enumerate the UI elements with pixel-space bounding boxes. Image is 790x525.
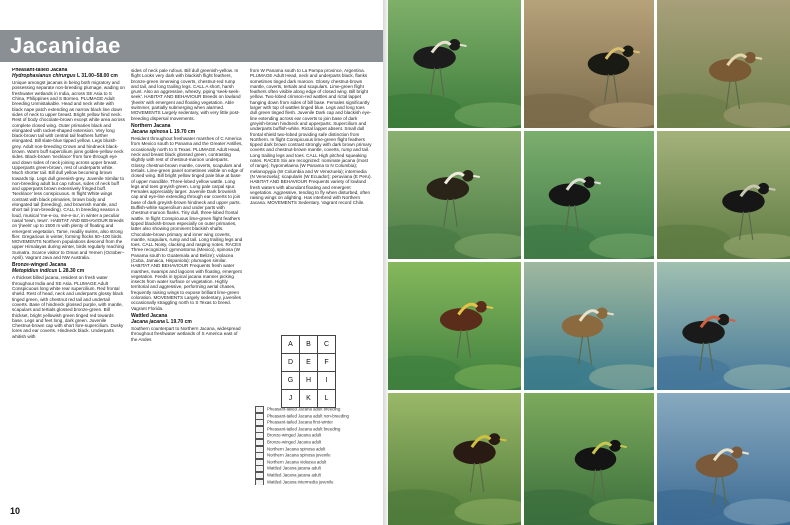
plate-key-cell: F	[318, 354, 336, 372]
plate-key-cell: J	[282, 390, 300, 408]
species-size: L 28.30 cm	[57, 267, 85, 274]
bird-photo-icon	[657, 393, 790, 525]
bird-photo-icon	[388, 0, 521, 128]
species-size: L 19.70 cm	[168, 128, 196, 135]
species-scientific-name	[131, 130, 244, 136]
species-size: L 31.00–58.00 cm	[75, 72, 118, 79]
legend-swatch-icon	[255, 472, 264, 479]
bird-photo-icon	[657, 0, 790, 128]
legend-item	[255, 459, 375, 466]
species-description: A thickset billed jacana, resident on fresh water throughout India and SE Asia. PLUMAGE Adult Conspicuous long white rear supercilium. Red frontal shield. Rest of head, neck and underparts glossy black tinged green, with chestnut red tail and undertail coverts. Base of hindneck glossed purple, with mantle, scapulars and tertials glossed bronze-green. Bill thickset, bright yellowish green tinged red towards base. Legs and feet long, dark green. Juvenile Chestnut-brown cap with short fore-supercilium. Dusky lores and ear coverts. Hindneck black. Underparts whitish with	[12, 275, 124, 339]
plate-key-cell: G	[282, 372, 300, 390]
bird-photo-icon	[657, 262, 790, 390]
legend-swatch-icon	[255, 419, 264, 426]
plate-key-row	[282, 336, 336, 354]
species-entry	[131, 68, 244, 121]
jacana-photo	[388, 262, 521, 390]
jacana-photo	[524, 393, 654, 525]
legend-item	[255, 472, 375, 479]
species-name: Wattled Jacana	[131, 312, 168, 319]
left-page	[0, 0, 383, 525]
legend-label: Pheasant-tailed Jacana adult breeding	[267, 426, 341, 432]
plate-key-row	[282, 390, 336, 408]
bird-photo-icon	[657, 131, 790, 259]
species-description: sides of neck pale rufous. Bill dull greenish-yellow. In flight Looks very dark with blackish flight feathers, bronze-green innerwing coverts, chestnut-red rump and tail, and long trailing legs. CALL A short, harsh grunt. Also an aggressive, wheezy, piping 'seek-seek-seek'. HABITAT AND BEHAVIOUR Breeds on lowland 'jheels' with emergent and floating vegetation. Able swimmer, partially submerging when alarmed. MOVEMENTS Largely sedentary, with very little post-breeding dispersal movements.	[131, 68, 241, 121]
bird-photo-icon	[388, 131, 521, 259]
plate-key-cell: L	[318, 390, 336, 408]
legend-label: Bronze-winged Jacana adult	[267, 439, 322, 445]
species-entry	[250, 68, 372, 206]
species-scientific-name	[131, 320, 244, 326]
plate-key-row	[282, 354, 336, 372]
species-description: from W Panama south to La Pampa province, Argentina. PLUMAGE Adult Head, neck and underparts black, flanks sometimes tinged dark maroon. Glossy chestnut-brown mantle, coverts, tertials and scapulars. Lime-green flight feathers often visible along edge of closed wing. Bill bright yellow. Two-lobed crimson-red wattles and rictal lappet hanging down from sides of bill base. Females significantly larger with top of wattles tinged blue. Legs and long toes dull green tinged flesh. Juvenile Dark cap and blackish eye-line extending across ear coverts to join base of dark greyish-brown hindneck and upperparts. Supercilium and underparts buffish-white. Rictal lappet absent. Small dull frontal shield two-lobed providing safe distinction from Northern. In flight Conspicuous lime-green flight feathers tipped dark brown contrast strongly with dark brown primary coverts and chestnut-brown mantle, coverts, rump and tail. Long trailing legs and toes. CALL High pitched squeaking notes. RACES Six are recognized: nominate jacana (most of range); hypomelaena (W Panama to N Columbia); melanopygia (W Columbia and W Venezuela); intermedia (N Venezuela); scapularis (W Ecuador); peruviana (E Peru). HABITAT AND BEHAVIOUR Frequents variety of lowland fresh waters with abundant floating and emergent vegetation. Aggressive, tending to fly when disturbed, often raising wings on alighting. Has interbred with Northern Jacana. MOVEMENTS Sedentary. Vagrant record Chile.	[250, 68, 372, 206]
species-description: Southern counterpart to Northern Jacana, widespread throughout freshwater wetlands of S America east of the Andes	[131, 326, 241, 342]
bird-photo-icon	[388, 393, 521, 525]
bird-photo-icon	[388, 262, 521, 390]
jacana-photo	[388, 131, 521, 259]
jacana-photo	[388, 0, 521, 128]
jacana-photo	[657, 393, 790, 525]
family-title: Jacanidae	[10, 33, 121, 58]
jacana-photo	[524, 131, 654, 259]
species-entry	[131, 314, 244, 342]
family-header-bar	[0, 30, 383, 62]
legend-item	[255, 406, 375, 413]
species-size: L 19.70 cm	[164, 318, 192, 325]
scientific-name: Jacana spinosa	[131, 128, 169, 135]
legend-item	[255, 446, 375, 453]
legend-label: Wattled Jacana jacana adult	[267, 472, 321, 478]
species-entry	[131, 124, 244, 311]
legend-label: Northern Jacana violacea adult	[267, 459, 327, 465]
legend-swatch-icon	[255, 406, 264, 413]
legend-swatch-icon	[255, 413, 264, 420]
text-column-3	[250, 68, 372, 328]
bird-photo-icon	[524, 262, 654, 390]
legend-item	[255, 426, 375, 433]
legend-swatch-icon	[255, 465, 264, 472]
plate-key-cell: C	[318, 336, 336, 354]
text-column-1	[12, 68, 125, 503]
legend-item	[255, 452, 375, 459]
plate-legend	[255, 406, 375, 485]
legend-label: Bronze-winged Jacana adult	[267, 433, 322, 439]
bird-photo-icon	[524, 131, 654, 259]
legend-label: Northern Jacana spinosa juvenile	[267, 452, 331, 458]
legend-item	[255, 439, 375, 446]
species-description: Unique amongst jacanas in being both migratory and possessing separate non-breeding plumage, wading on freshwater wetlands in India, across SE Asia to S China, Philippines and S Borneo. PLUMAGE Adult breeding Unmistakable. Head and neck white with black nape patch extending as narrow black line down sides of neck to upper breast. Bright yellow hind neck. Rest of body chocolate-brown except white area across complete closed wing. Outer primaries black and elongated with racket-shaped extension. Very long black-brown tail with central tail feathers further elongated. Bill slate-blue tipped yellow. Legs bluish-grey. Adult non-breeding Crown and hindneck black-brown. Warm buff supercilium joins golden-yellow neck sides. Black-brown 'necklace' from fore through eye and down sides of neck joining across upper breast. Upperparts green-brown, rest of underparts white. Much shorter tail. Bill dull yellow becoming brown towards tip. Legs dull greenish-grey. Juvenile Similar to non-breeding adult but cap rufous, sides of neck buff and upperparts brown extensively fringed buff. 'Necklace' less conspicuous. In flight White wings contrast with black primaries, brown body and elongated tail (breeding), and brownish mantle, and short tail (non-breeding). CALL In breeding season a loud, musical 'me-e-ou, me-e-ou', in winter a peculiar nasal 'tewn, tewn'. HABITAT AND BEHAVIOUR Breeds on 'jheels' up to 1500 m with plenty of floating and emergent vegetation. Tame, readily swims, also strong flier. Gregarious in winter, forming flocks 50–100 birds. MOVEMENTS Northern populations descend from the upper Himalayas during winter, birds regularly reaching Sumatra. Scarce visitor to Oman and Yemen (October–April). Vagrant Java and NW Australia.	[12, 80, 125, 260]
legend-label: Northern Jacana spinosa adult	[267, 446, 326, 452]
species-scientific-name	[12, 74, 125, 80]
jacana-photo	[657, 262, 790, 390]
species-name: Pheasant-tailed Jacana	[12, 68, 68, 73]
legend-label: Wattled Jacana jacana adult	[267, 465, 321, 471]
species-description: Resident throughout freshwater marshes of C America from Mexico south to Panama and the Greater Antilles, occasionally north to S Texas. PLUMAGE Adult Head, neck and breast black glossed green, contrasting slightly with rest of chestnut-maroon underparts. Glossy chestnut-brown mantle, coverts, scapulars and tertials. Lime-green panel sometimes visible on edge of closed wing. Bill bright yellow tinged pale blue at base of upper mandible. Three-lobed yellow wattle. Long legs and toes greyish-green. Long pale carpal spur. Females appreciably larger. Juvenile Dark brownish cap and eye-line extending through ear coverts to join base of dark greyish-brown hindneck and upper parts. Buffish-white supercilium and under parts with chestnut-maroon flanks. Tiny dull, three-lobed frontal wattle. In flight Conspicuous lime-green flight feathers tipped blackish-brown especially on outer primaries, latter also showing prominent blackish shafts. Chocolate-brown primary and inner wing coverts, mantle, scapulars, rump and tail. Long trailing legs and toes. CALL Noisy, clacking and rasping notes. RACES Three recognized: gymnostoma (Mexico), spinosa (W Panama south to Guatemala and Belize); violacea (Cuba, Jamaica, Hispaniola): plumages similar. HABITAT AND BEHAVIOUR Frequents fresh water marshes, swamps and lagoons with floating, emergent vegetation. Feeds in typical jacana manner picking insects from water surface or vegetation. Highly territorial and aggressive, performing aerial chases, frequently raising wings to expose brilliant lime-green coloration. MOVEMENTS Largely sedentary, juveniles occasionally straggling north to S Texas to breed. Vagrant Florida.	[131, 136, 244, 311]
right-page-photo-plate	[388, 0, 790, 525]
jacana-photo	[524, 0, 654, 128]
scientific-name: Jacana jacana	[131, 318, 165, 325]
legend-swatch-icon	[255, 432, 264, 439]
legend-label: Wattled Jacana intermedia juvenile	[267, 479, 334, 485]
plate-key-cell: I	[318, 372, 336, 390]
legend-item	[255, 465, 375, 472]
page-number: 10	[10, 506, 21, 516]
jacana-photo	[388, 393, 521, 525]
species-scientific-name	[12, 269, 125, 275]
legend-swatch-icon	[255, 459, 264, 466]
plate-key-cell: A	[282, 336, 300, 354]
plate-key-cell: B	[300, 336, 318, 354]
legend-swatch-icon	[255, 426, 264, 433]
legend-swatch-icon	[255, 479, 264, 486]
species-name: Northern Jacana	[131, 122, 171, 129]
legend-swatch-icon	[255, 446, 264, 453]
jacana-photo	[657, 0, 790, 128]
legend-item	[255, 413, 375, 420]
jacana-photo	[657, 131, 790, 259]
plate-key-cell: K	[300, 390, 318, 408]
species-entry	[12, 68, 125, 260]
species-name: Bronze-winged Jacana	[12, 262, 67, 269]
scientific-name: Hydrophasianus chirurgus	[12, 72, 76, 79]
bird-photo-icon	[524, 0, 654, 128]
legend-label: Pheasant-tailed Jacana adult non-breeding	[267, 413, 349, 419]
legend-item	[255, 479, 375, 486]
plate-key-cell: D	[282, 354, 300, 372]
legend-label: Pheasant-tailed Jacana first-winter	[267, 419, 333, 425]
scientific-name: Metopidius indicus	[12, 267, 58, 274]
legend-label: Pheasant-tailed Jacana adult breeding	[267, 406, 341, 412]
legend-item	[255, 432, 375, 439]
plate-key-cell: E	[300, 354, 318, 372]
plate-key-grid	[281, 335, 336, 408]
plate-key-row	[282, 372, 336, 390]
legend-item	[255, 419, 375, 426]
jacana-photo	[524, 262, 654, 390]
plate-key-cell: H	[300, 372, 318, 390]
legend-swatch-icon	[255, 452, 264, 459]
bird-photo-icon	[524, 393, 654, 525]
text-column-2	[131, 68, 244, 468]
species-entry	[12, 263, 125, 339]
legend-swatch-icon	[255, 439, 264, 446]
